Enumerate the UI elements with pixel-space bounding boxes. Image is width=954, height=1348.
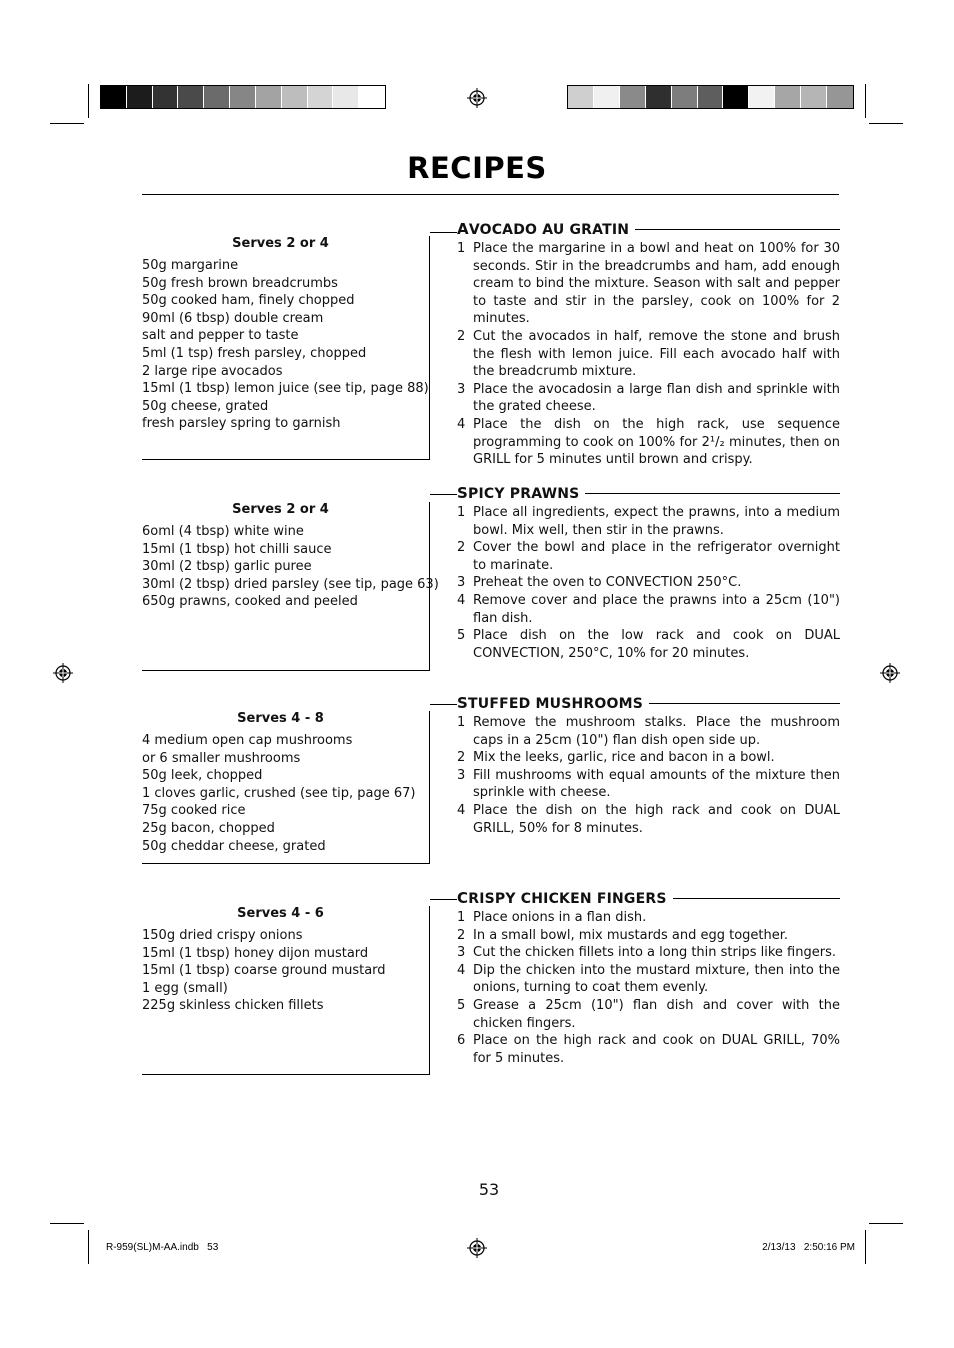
step-text: Place all ingredients, expect the prawns, into a medium bowl. Mix well, then stir in the prawns. xyxy=(473,505,840,538)
method-step xyxy=(457,962,840,997)
step-text: Place the dish on the high rack, use sequence programming to cook on 100% for 2¹/₂ minutes, then on GRILL for 5 minutes until brown and crispy. xyxy=(473,416,840,468)
method-step xyxy=(457,416,840,469)
ingredient-item: 50g fresh brown breadcrumbs xyxy=(142,275,338,291)
color-swatch xyxy=(333,86,359,108)
step-number: 1 xyxy=(457,715,466,730)
step-number: 2 xyxy=(457,540,466,556)
color-swatch xyxy=(204,86,230,108)
color-swatch xyxy=(153,86,179,108)
recipe-heading-rest: VOCADO AU GRATIN xyxy=(468,222,630,238)
method-step xyxy=(457,574,840,592)
ingredient-item: 1 egg (small) xyxy=(142,980,228,996)
step-text: Remove the mushroom stalks. Place the mushroom caps in a 25cm (10") flan dish open side up. xyxy=(473,715,840,748)
color-swatch xyxy=(256,86,282,108)
registration-mark-icon xyxy=(880,663,900,683)
color-swatch xyxy=(594,86,620,108)
color-swatch xyxy=(178,86,204,108)
step-number: 2 xyxy=(457,328,466,344)
ingredients-panel xyxy=(142,236,430,460)
serves-label: Serves 2 or 4 xyxy=(232,236,329,251)
color-swatch xyxy=(359,86,385,108)
step-number: 3 xyxy=(457,767,466,783)
method-section xyxy=(457,889,840,1067)
recipe-heading xyxy=(457,484,840,502)
method-step xyxy=(457,504,840,539)
ingredient-item: fresh parsley spring to garnish xyxy=(142,416,341,432)
step-number: 6 xyxy=(457,1033,466,1049)
step-text: Place onions in a flan dish. xyxy=(473,910,647,925)
color-swatch xyxy=(101,86,127,108)
recipe-heading xyxy=(457,889,840,907)
method-step xyxy=(457,767,840,802)
step-text: Place the avocadosin a large flan dish and sprinkle with the grated cheese. xyxy=(473,381,840,415)
recipe-heading-rest: TUFFED MUSHROOMS xyxy=(468,696,644,712)
ingredient-item: 6oml (4 tbsp) white wine xyxy=(142,524,304,539)
heading-connector xyxy=(430,232,457,233)
page-title: RECIPES xyxy=(407,151,547,185)
method-step xyxy=(457,627,840,662)
heading-rule xyxy=(635,229,840,230)
ingredient-item: 50g cheddar cheese, grated xyxy=(142,838,326,854)
ingredient-item: salt and pepper to taste xyxy=(142,328,299,344)
color-bar-left xyxy=(100,85,386,109)
method-section xyxy=(457,484,840,662)
recipe-heading-rest: PICY PRAWNS xyxy=(468,486,580,502)
ingredient-item: 50g cheese, grated xyxy=(142,398,269,414)
step-text: Fill mushrooms with equal amounts of the mixture then sprinkle with cheese. xyxy=(473,767,840,801)
recipe-heading xyxy=(457,220,840,238)
color-swatch xyxy=(723,86,749,108)
recipe-heading-initial: S xyxy=(457,694,469,712)
ingredient-item: 50g cooked ham, finely chopped xyxy=(142,293,355,309)
ingredient-item: 5ml (1 tsp) fresh parsley, chopped xyxy=(142,345,367,361)
serves-label: Serves 4 - 8 xyxy=(237,711,324,726)
heading-connector xyxy=(430,899,457,900)
method-step xyxy=(457,802,840,837)
color-swatch xyxy=(775,86,801,108)
method-section xyxy=(457,694,840,837)
ingredient-item: 75g cooked rice xyxy=(142,803,246,819)
footer-timestamp: 2/13/13 2:50:16 PM xyxy=(762,1242,855,1253)
ingredient-item: 15ml (1 tbsp) coarse ground mustard xyxy=(142,963,386,979)
method-step xyxy=(457,592,840,627)
color-swatch xyxy=(672,86,698,108)
step-number: 1 xyxy=(457,910,466,925)
ingredient-item: 90ml (6 tbsp) double cream xyxy=(142,310,324,326)
ingredient-item: 150g dried crispy onions xyxy=(142,928,303,943)
method-step xyxy=(457,944,840,962)
color-bar-right xyxy=(567,85,854,109)
color-swatch xyxy=(568,86,594,108)
page-number: 53 xyxy=(478,1180,500,1199)
method-step xyxy=(457,328,840,381)
heading-rule xyxy=(585,493,840,494)
heading-rule xyxy=(673,898,840,899)
registration-mark-icon xyxy=(467,88,487,108)
ingredient-item: 2 large ripe avocados xyxy=(142,363,283,379)
ingredient-item: 4 medium open cap mushrooms xyxy=(142,733,353,748)
step-text: Place dish on the low rack and cook on DUAL CONVECTION, 250°C, 10% for 20 minutes. xyxy=(473,628,840,661)
ingredient-item: 1 cloves garlic, crushed (see tip, page 67) xyxy=(142,785,416,801)
color-swatch xyxy=(127,86,153,108)
ingredient-item: 50g leek, chopped xyxy=(142,768,263,784)
color-swatch xyxy=(230,86,256,108)
ingredient-item: 30ml (2 tbsp) garlic puree xyxy=(142,559,312,575)
ingredient-item: 30ml (2 tbsp) dried parsley (see tip, page 63) xyxy=(142,576,439,592)
step-number: 4 xyxy=(457,962,466,978)
color-swatch xyxy=(620,86,646,108)
color-swatch xyxy=(801,86,827,108)
recipe-heading-initial: C xyxy=(457,889,469,907)
ingredient-item: 650g prawns, cooked and peeled xyxy=(142,594,358,610)
serves-label: Serves 4 - 6 xyxy=(237,906,324,921)
step-text: Place the margarine in a bowl and heat on 100% for 30 seconds. Stir in the breadcrumbs and ham, add enough cream to bind the mixture. Season with salt and pepper to taste and stir in the parsley, cook on 100% for 2 minutes. xyxy=(473,241,840,327)
step-text: Remove cover and place the prawns into a 25cm (10") flan dish. xyxy=(473,592,840,626)
method-step xyxy=(457,539,840,574)
step-number: 5 xyxy=(457,628,466,644)
method-step xyxy=(457,997,840,1032)
color-swatch xyxy=(698,86,724,108)
method-step xyxy=(457,1032,840,1067)
heading-rule xyxy=(649,703,840,704)
method-step xyxy=(457,714,840,749)
method-step xyxy=(457,240,840,328)
heading-connector xyxy=(430,494,457,495)
registration-mark-icon xyxy=(53,663,73,683)
ingredient-item: 15ml (1 tbsp) hot chilli sauce xyxy=(142,541,332,557)
step-number: 2 xyxy=(457,750,466,766)
method-step xyxy=(457,381,840,416)
recipe-heading-rest: RISPY CHICKEN FINGERS xyxy=(468,891,667,907)
heading-connector xyxy=(430,704,457,705)
ingredient-item: 15ml (1 tbsp) honey dijon mustard xyxy=(142,945,369,961)
color-swatch xyxy=(827,86,853,108)
method-step xyxy=(457,909,840,927)
step-number: 5 xyxy=(457,997,466,1013)
step-number: 3 xyxy=(457,945,466,961)
footer-file-name: R-959(SL)M-AA.indb 53 xyxy=(106,1242,219,1253)
step-number: 3 xyxy=(457,575,466,591)
title-divider xyxy=(142,194,839,195)
serves-label: Serves 2 or 4 xyxy=(232,502,329,517)
ingredient-item: 25g bacon, chopped xyxy=(142,820,275,836)
method-step xyxy=(457,749,840,767)
step-text: In a small bowl, mix mustards and egg together. xyxy=(473,927,789,943)
step-text: Cut the avocados in half, remove the stone and brush the flesh with lemon juice. Fill each avocado half with the breadcrumb mixture. xyxy=(473,328,840,380)
ingredient-item: 50g margarine xyxy=(142,258,239,273)
step-number: 3 xyxy=(457,381,466,397)
step-text: Dip the chicken into the mustard mixture, then into the onions, turning to coat them evenly. xyxy=(473,962,840,996)
step-number: 4 xyxy=(457,416,466,432)
step-number: 1 xyxy=(457,505,466,520)
ingredient-item: 225g skinless chicken fillets xyxy=(142,998,324,1014)
step-text: Place the dish on the high rack and cook on DUAL GRILL, 50% for 8 minutes. xyxy=(473,802,840,836)
ingredient-item: or 6 smaller mushrooms xyxy=(142,750,301,766)
step-number: 4 xyxy=(457,592,466,608)
step-number: 1 xyxy=(457,241,466,256)
recipe-heading-initial: A xyxy=(457,220,469,238)
color-swatch xyxy=(749,86,775,108)
ingredient-item: 15ml (1 tbsp) lemon juice (see tip, page 88) xyxy=(142,381,429,397)
color-swatch xyxy=(282,86,308,108)
step-text: Preheat the oven to CONVECTION 250°C. xyxy=(473,575,742,591)
step-number: 2 xyxy=(457,927,466,943)
ingredients-panel xyxy=(142,906,430,1075)
step-text: Cut the chicken fillets into a long thin strips like fingers. xyxy=(473,945,836,961)
step-number: 4 xyxy=(457,802,466,818)
method-step xyxy=(457,927,840,945)
color-swatch xyxy=(646,86,672,108)
step-text: Mix the leeks, garlic, rice and bacon in a bowl. xyxy=(473,750,775,766)
color-swatch xyxy=(308,86,334,108)
step-text: Grease a 25cm (10") flan dish and cover with the chicken fingers. xyxy=(473,997,840,1031)
registration-mark-icon xyxy=(467,1238,487,1258)
step-text: Place on the high rack and cook on DUAL GRILL, 70% for 5 minutes. xyxy=(473,1033,840,1066)
ingredients-panel xyxy=(142,711,430,864)
method-section xyxy=(457,220,840,469)
ingredients-panel xyxy=(142,502,439,671)
step-text: Cover the bowl and place in the refrigerator overnight to marinate. xyxy=(473,540,840,573)
recipe-heading-initial: S xyxy=(457,484,469,502)
recipe-heading xyxy=(457,694,840,712)
